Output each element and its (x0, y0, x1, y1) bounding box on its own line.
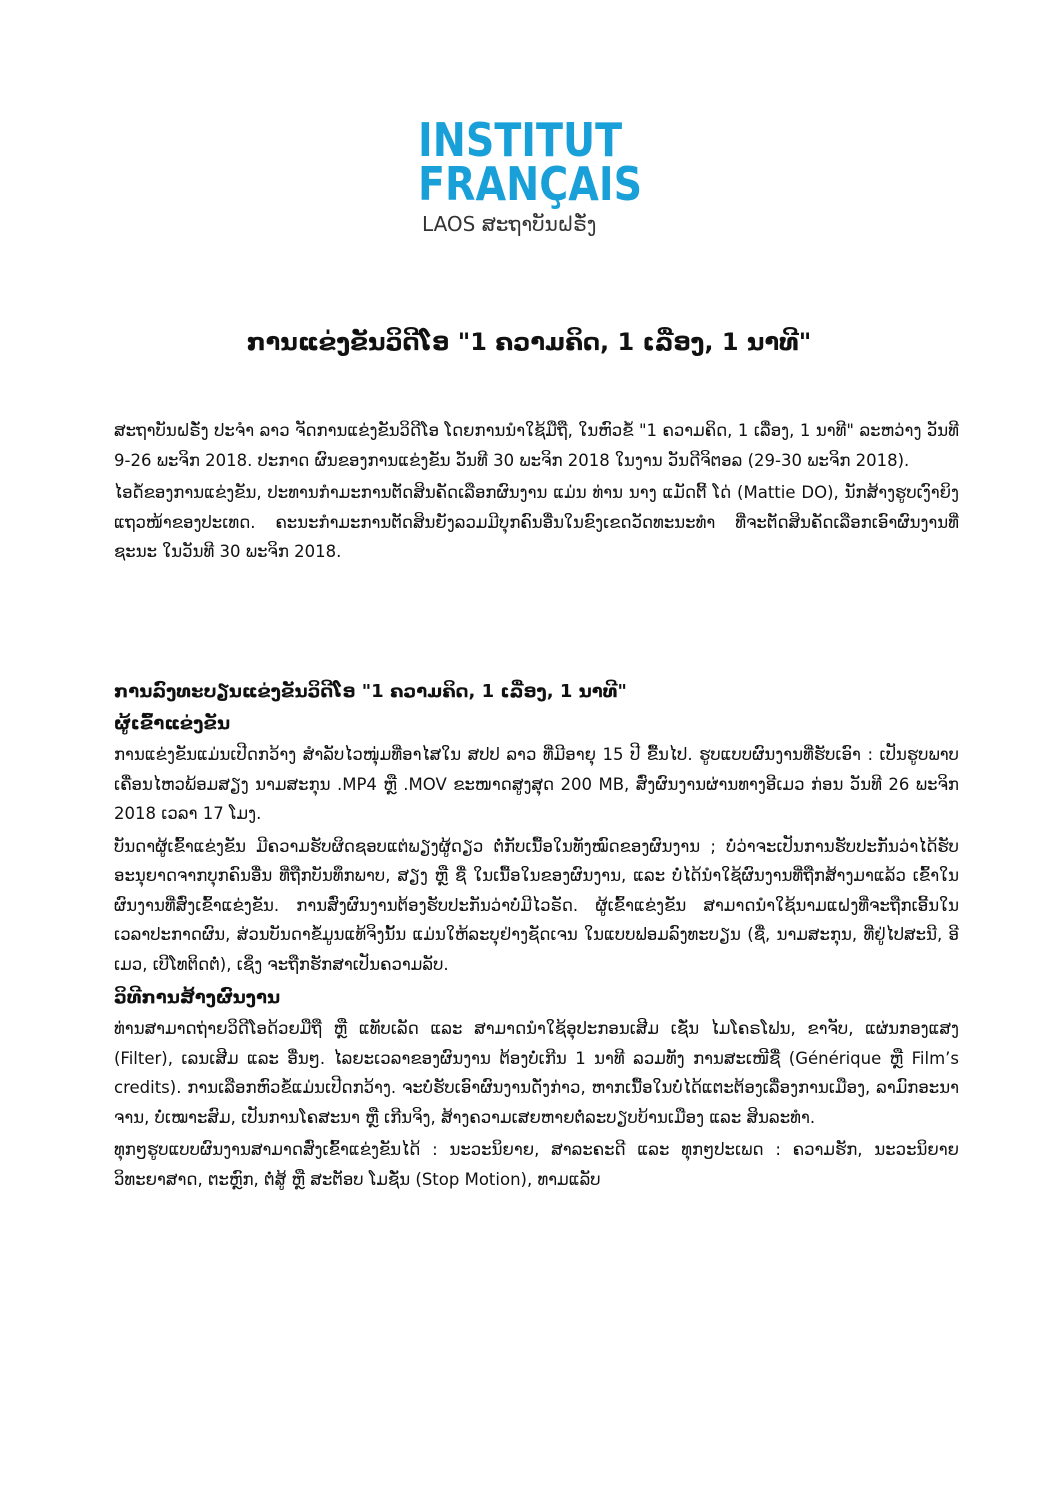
intro-paragraph-2: ໄອດໍ້ຂອງການແຂ່ງຂັນ, ປະທານກຳມະການຕັດສິນຄັດເລືອກຜົນງານ ແມ່ນ ທ່ານ ນາງ ແມັດຕີ້ ໂດ່ (Mattie DO), ນັກສ້າງຮູບເງົາຍິງ ແຖວໜ້າຂອງປະເທດ. ຄະນະກຳມະການຕັດສິນຍັງລວມມີບຸກຄົນອື່ນໃນຂົງເຂດວັດທະນະທຳ ທີ່ຈະຕັດສິນຄັດເລືອກເອົາຜົນງານທີ່ຊະນະ ໃນວັນທີ 30 ພະຈິກ 2018. (114, 483, 959, 561)
logo-line-institut: INSTITUT (418, 113, 623, 167)
participants-paragraph-1: ການແຂ່ງຂັນແມ່ນເປີດກວ້າງ ສຳລັບໄວໜຸ່ມທີ່ອາໄສໃນ ສປປ ລາວ ທີ່ມີອາຍຸ 15 ປີ ຂື້ນໄປ. ຮູບແບບຜົນງານທີ່ຮັບເອົາ : ເປັນຮູບພາບເຄື່ອນໄຫວພ້ອມສຽງ ນາມສະກຸນ .MP4 ຫຼື .MOV ຂະໜາດສູງສຸດ 200 MB, ສົ່ງຜົນງານຜ່ານທາງອີເມວ ກ່ອນ ວັນທີ 26 ພະຈິກ 2018 ເວລາ 17 ໂມງ. (114, 745, 959, 823)
participants-heading: ຜູ້ເຂົ້າແຂ່ງຂັນ (114, 713, 231, 734)
page-title: ການແຂ່ງຂັນວິດີໂອ "1 ຄວາມຄິດ, 1 ເລື່ອງ, 1 ນາທີ" (246, 328, 812, 356)
logo-line-laos: LAOS ສະຖາບັນຝຣັ່ງ (422, 212, 597, 236)
intro-section (114, 416, 959, 570)
institut-francais-logo (418, 113, 648, 248)
logo-line-francais: FRANÇAIS (418, 157, 643, 211)
rules-heading: ການລົງທະບຽນແຂ່ງຂັນວິດີໂອ "1 ຄວາມຄິດ, 1 ເລື່ອງ, 1 ນາທີ" (114, 681, 627, 702)
participants-paragraph-2: ບັນດາຜູ້ເຂົ້າແຂ່ງຂັນ ມີຄວາມຮັບຜິດຊອບແຕ່ພຽງຜູ້ດຽວ ຕໍ່ກັບເນື້ອໃນທັງໝົດຂອງຜົນງານ ; ບໍ່ວ່າຈະເປັນການຮັບປະກັນວ່າໄດ້ຮັບອະນຸຍາດຈາກບຸກຄົນອື່ນ ທີ່ຖືກບັນທຶກພາບ, ສຽງ ຫຼື ຊື່ ໃນເນື້ອໃນຂອງຜົນງານ, ແລະ ບໍ່ໄດ້ນຳໃຊ້ຜົນງານທີ່ຖືກສ້າງມາແລ້ວ ເຂົ້າໃນຜົນງານທີ່ສົ່ງເຂົ້າແຂ່ງຂັນ. ການສົ່ງຜົນງານຕ້ອງຮັບປະກັນວ່າບໍ່ມີໄວຣັດ. ຜູ້ເຂົ້າແຂ່ງຂັນ ສາມາດນຳໃຊ້ນາມແຝງທີ່ຈະຖືກເອີ້ນໃນເວລາປະກາດຜົນ, ສ່ວນບັນດາຂໍ້ມູນແທ້ຈິງນັ້ນ ແມ່ນໃຫ້ລະບຸຢ່າງຊັດເຈນ ໃນແບບຟອມລົງທະບຽນ (ຊື່, ນາມສະກຸນ, ທີ່ຢູ່ໄປສະນີ, ອີເມວ, ເບີໂທຕິດຕໍ່), ເຊິ່ງ ຈະຖືກຮັກສາເປັນຄວາມລັບ. (114, 836, 959, 974)
intro-paragraph-1: ສະຖາບັນຝຣັ່ງ ປະຈຳ ລາວ ຈັດການແຂ່ງຂັນວິດີໂອ ໂດຍການນຳໃຊ້ມືຖື, ໃນຫົວຂໍ້ "1 ຄວາມຄິດ, 1 ເລື່ອງ, 1 ນາທີ" ລະຫວ່າງ ວັນທີ 9-26 ພະຈິກ 2018. ປະກາດ ຜົນຂອງການແຂ່ງຂັນ ວັນທີ 30 ພະຈິກ 2018 ໃນງານ ວັນດີຈິຕອລ (29-30 ພະຈິກ 2018). (114, 421, 959, 470)
creation-paragraph-1: ທ່ານສາມາດຖ່າຍວິດີໂອດ້ວຍມືຖື ຫຼື ແທັບເລັດ ແລະ ສາມາດນຳໃຊ້ອຸປະກອນເສີມ ເຊັ່ນ ໄມໂຄຣໂຟນ, ຂາຈັບ, ແຜ່ນກອງແສງ (Filter), ເລນເສີມ ແລະ ອື່ນໆ. ໄລຍະເວລາຂອງຜົນງານ ຕ້ອງບໍ່ເກີນ 1 ນາທີ ລວມທັງ ການສະເໜີຊື່ (Générique ຫຼື Film’s credits). ການເລືອກຫົວຂໍ້ແມ່ນເປີດກວ້າງ. ຈະບໍ່ຮັບເອົາຜົນງານດັ່ງກ່າວ, ຫາກເນື້ອໃນບໍ່ໄດ້ແຕະຕ້ອງເລື່ອງການເມືອງ, ລາມົກອະນາຈານ, ບໍ່ເໝາະສົມ, ເປັນການໂຄສະນາ ຫຼື ເກີນຈິງ, ສ້າງຄວາມເສຍຫາຍຕໍ່ລະບຽບບ້ານເມືອງ ແລະ ສິນລະທຳ. (114, 1019, 959, 1127)
rules-section (114, 676, 959, 1197)
creation-paragraph-2: ທຸກໆຮູບແບບຜົນງານສາມາດສົ່ງເຂົ້າແຂ່ງຂັນໄດ້ : ນະວະນິຍາຍ, ສາລະຄະດີ ແລະ ທຸກໆປະເພດ : ຄວາມຮັກ, ນະວະນິຍາຍວິທະຍາສາດ, ຕະຫຼົກ, ຕໍ່ສູ້ ຫຼື ສະຕັອບ ໂມຊັ່ນ (Stop Motion), ທາມແລັບ (114, 1140, 959, 1189)
creation-method-heading: ວິທີການສ້າງຜົນງານ (114, 987, 281, 1008)
